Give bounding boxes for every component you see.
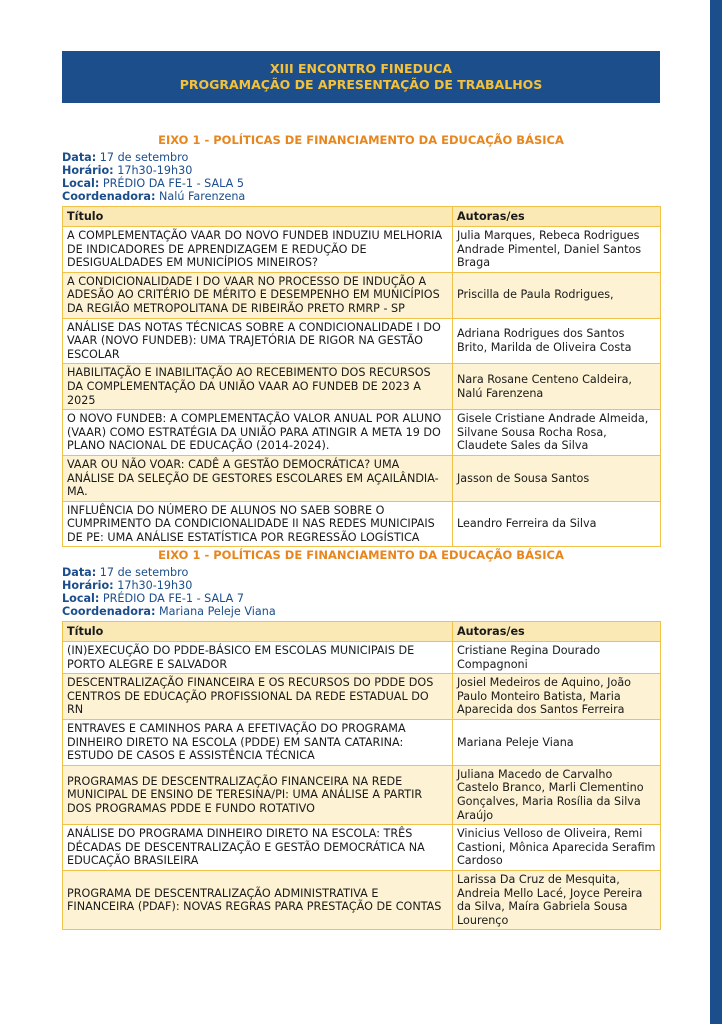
header-title-line2: PROGRAMAÇÃO DE APRESENTAÇÃO DE TRABALHOS: [179, 77, 543, 92]
table-row: [63, 870, 661, 929]
label-data: Data:: [62, 151, 97, 164]
session-time: 17h30-19h30: [117, 579, 193, 592]
table-row: [63, 765, 661, 824]
paper-authors: Adriana Rodrigues dos Santos Brito, Marilda de Oliveira Costa: [453, 318, 661, 364]
label-horario: Horário:: [62, 579, 114, 592]
session-coordinator: Mariana Peleje Viana: [159, 605, 276, 618]
paper-authors: Gisele Cristiane Andrade Almeida, Silvane Sousa Rocha Rosa, Claudete Sales da Silva: [453, 410, 661, 456]
session-block-1: [62, 133, 660, 547]
paper-title: VAAR OU NÃO VOAR: CADÊ A GESTÃO DEMOCRÁTICA? UMA ANÁLISE DA SELEÇÃO DE GESTORES ESCOLARES EM AÇAILÂNDIA-MA.: [63, 455, 453, 501]
paper-title: INFLUÊNCIA DO NÚMERO DE ALUNOS NO SAEB SOBRE O CUMPRIMENTO DA CONDICIONALIDADE II NAS REDES MUNICIPAIS DE PE: UMA ANÁLISE ESTATÍSTICA POR REGRESSÃO LOGÍSTICA: [63, 501, 453, 547]
paper-title: A COMPLEMENTAÇÃO VAAR DO NOVO FUNDEB INDUZIU MELHORIA DE INDICADORES DE APRENDIZAGEM E REDUÇÃO DE DESIGUALDADES EM MUNICÍPIOS MINEIROS?: [63, 227, 453, 273]
paper-authors: Nara Rosane Centeno Caldeira, Nalú Farenzena: [453, 364, 661, 410]
session-coordinator: Nalú Farenzena: [159, 190, 246, 203]
table-row: [63, 318, 661, 364]
session-location: PRÉDIO DA FE-1 - SALA 5: [102, 177, 244, 190]
table-row: [63, 272, 661, 318]
eixo-heading: EIXO 1 - POLÍTICAS DE FINANCIAMENTO DA EDUCAÇÃO BÁSICA: [158, 548, 564, 562]
table-row: [63, 825, 661, 871]
column-header-titulo: Título: [63, 622, 453, 642]
paper-title: DESCENTRALIZAÇÃO FINANCEIRA E OS RECURSOS DO PDDE DOS CENTROS DE EDUCAÇÃO PROFISSIONAL DA REDE ESTADUAL DO RN: [63, 674, 453, 720]
paper-title: ANÁLISE DO PROGRAMA DINHEIRO DIRETO NA ESCOLA: TRÊS DÉCADAS DE DESCENTRALIZAÇÃO E GESTÃO DEMOCRÁTICA NA EDUCAÇÃO BRASILEIRA: [63, 825, 453, 871]
paper-title: HABILITAÇÃO E INABILITAÇÃO AO RECEBIMENTO DOS RECURSOS DA COMPLEMENTAÇÃO DA UNIÃO VAAR AO FUNDEB DE 2023 A 2025: [63, 364, 453, 410]
table-row: [63, 455, 661, 501]
paper-authors: Josiel Medeiros de Aquino, João Paulo Monteiro Batista, Maria Aparecida dos Santos Ferreira: [453, 674, 661, 720]
table-row: [63, 674, 661, 720]
session-date: 17 de setembro: [99, 566, 189, 579]
paper-title: A CONDICIONALIDADE I DO VAAR NO PROCESSO DE INDUÇÃO A ADESÃO AO CRITÉRIO DE MÉRITO E DESEMPENHO EM MUNICÍPIOS DA REGIÃO METROPOLITANA DE RIBEIRÃO PRETO RMRP - SP: [63, 272, 453, 318]
paper-authors: Julia Marques, Rebeca Rodrigues Andrade Pimentel, Daniel Santos Braga: [453, 227, 661, 273]
column-header-autoras: Autoras/es: [453, 207, 661, 227]
paper-authors: Larissa Da Cruz de Mesquita, Andreia Mello Lacé, Joyce Pereira da Silva, Maíra Gabriela Sousa Lourenço: [453, 870, 661, 929]
paper-title: PROGRAMA DE DESCENTRALIZAÇÃO ADMINISTRATIVA E FINANCEIRA (PDAF): NOVAS REGRAS PARA PRESTAÇÃO DE CONTAS: [63, 870, 453, 929]
label-local: Local:: [62, 592, 100, 605]
label-local: Local:: [62, 177, 100, 190]
session-meta: [62, 566, 660, 618]
column-header-autoras: Autoras/es: [453, 622, 661, 642]
session-block-2: [62, 548, 660, 930]
paper-title: O NOVO FUNDEB: A COMPLEMENTAÇÃO VALOR ANUAL POR ALUNO (VAAR) COMO ESTRATÉGIA DA UNIÃO PARA ATINGIR A META 19 DO PLANO NACIONAL DE EDUCAÇÃO (2014-2024).: [63, 410, 453, 456]
paper-title: ANÁLISE DAS NOTAS TÉCNICAS SOBRE A CONDICIONALIDADE I DO VAAR (NOVO FUNDEB): UMA TRAJETÓRIA DE RIGOR NA GESTÃO ESCOLAR: [63, 318, 453, 364]
label-coordenadora: Coordenadora:: [62, 605, 156, 618]
paper-title: PROGRAMAS DE DESCENTRALIZAÇÃO FINANCEIRA NA REDE MUNICIPAL DE ENSINO DE TERESINA/PI: UMA ANÁLISE A PARTIR DOS PROGRAMAS PDDE E FUNDO ROTATIVO: [63, 765, 453, 824]
table-row: [63, 410, 661, 456]
label-coordenadora: Coordenadora:: [62, 190, 156, 203]
label-horario: Horário:: [62, 164, 114, 177]
table-row: [63, 501, 661, 547]
paper-authors: Juliana Macedo de Carvalho Castelo Branco, Marli Clementino Gonçalves, Maria Rosília da Silva Araújo: [453, 765, 661, 824]
session-meta: [62, 151, 660, 203]
table-row: [63, 364, 661, 410]
paper-authors: Leandro Ferreira da Silva: [453, 501, 661, 547]
label-data: Data:: [62, 566, 97, 579]
presentations-table: [62, 206, 661, 547]
session-location: PRÉDIO DA FE-1 - SALA 7: [102, 592, 244, 605]
page-edge-stripe: [710, 0, 722, 1024]
session-time: 17h30-19h30: [117, 164, 193, 177]
paper-authors: Priscilla de Paula Rodrigues,: [453, 272, 661, 318]
paper-authors: Vinicius Velloso de Oliveira, Remi Castioni, Mônica Aparecida Serafim Cardoso: [453, 825, 661, 871]
session-date: 17 de setembro: [99, 151, 189, 164]
table-row: [63, 227, 661, 273]
page-header-banner: [62, 51, 660, 103]
paper-title: (IN)EXECUÇÃO DO PDDE-BÁSICO EM ESCOLAS MUNICIPAIS DE PORTO ALEGRE E SALVADOR: [63, 642, 453, 674]
header-title-line1: XIII ENCONTRO FINEDUCA: [270, 61, 452, 76]
paper-authors: Jasson de Sousa Santos: [453, 455, 661, 501]
table-row: [63, 642, 661, 674]
table-row: [63, 719, 661, 765]
paper-authors: Cristiane Regina Dourado Compagnoni: [453, 642, 661, 674]
paper-authors: Mariana Peleje Viana: [453, 719, 661, 765]
paper-title: ENTRAVES E CAMINHOS PARA A EFETIVAÇÃO DO PROGRAMA DINHEIRO DIRETO NA ESCOLA (PDDE) EM SANTA CATARINA: ESTUDO DE CASOS E ASSISTÊNCIA TÉCNICA: [63, 719, 453, 765]
eixo-heading: EIXO 1 - POLÍTICAS DE FINANCIAMENTO DA EDUCAÇÃO BÁSICA: [158, 133, 564, 147]
column-header-titulo: Título: [63, 207, 453, 227]
presentations-table: [62, 621, 661, 930]
